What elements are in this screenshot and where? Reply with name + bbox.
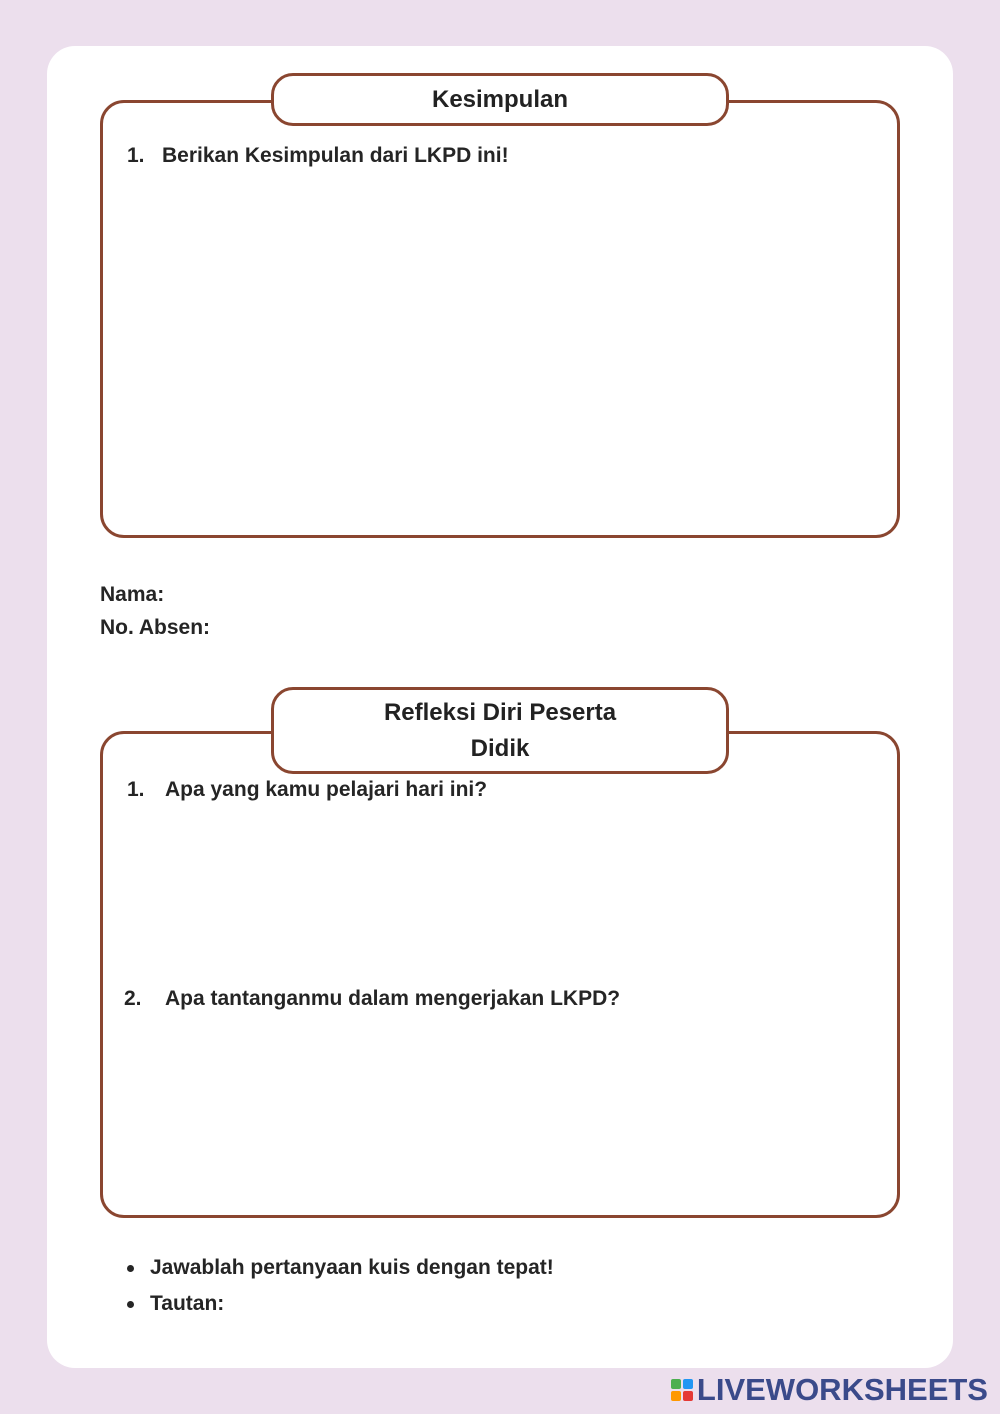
kesimpulan-question-1 [127, 144, 509, 168]
name-label: Nama: [100, 583, 165, 606]
bullet-icon [127, 1301, 134, 1308]
refleksi-title-tab [271, 687, 729, 774]
question-number: 1. [127, 778, 145, 801]
instruction-link-label: Tautan: [150, 1292, 225, 1315]
absen-label: No. Absen: [100, 616, 211, 639]
kesimpulan-title-tab [271, 73, 729, 126]
instructions-list [124, 1250, 554, 1322]
question-text: Berikan Kesimpulan dari LKPD ini! [162, 144, 509, 167]
liveworksheets-logo-text: LIVEWORKSHEETS [696, 1372, 988, 1407]
kesimpulan-answer-area[interactable] [124, 185, 876, 515]
refleksi-answer-2[interactable] [124, 1025, 876, 1200]
name-field [100, 582, 472, 608]
list-item [124, 1250, 554, 1286]
question-text: Apa yang kamu pelajari hari ini? [165, 778, 488, 801]
refleksi-title-line1: Refleksi Diri Peserta [383, 698, 617, 726]
question-number: 2. [124, 987, 142, 1010]
question-number: 1. [127, 144, 145, 167]
question-text: Apa tantanganmu dalam mengerjakan LKPD? [165, 987, 621, 1010]
bullet-icon [127, 1265, 134, 1272]
refleksi-question-2 [124, 987, 620, 1011]
liveworksheets-logo[interactable] [671, 1373, 988, 1407]
absen-field [100, 615, 418, 641]
list-item [124, 1286, 554, 1322]
refleksi-title-line2: Didik [470, 734, 530, 762]
refleksi-question-1 [127, 778, 487, 802]
absen-input[interactable] [218, 615, 418, 641]
kesimpulan-title: Kesimpulan [431, 85, 569, 113]
instruction-text: Jawablah pertanyaan kuis dengan tepat! [150, 1256, 554, 1279]
liveworksheets-logo-icon [671, 1379, 693, 1401]
refleksi-answer-1[interactable] [124, 815, 876, 980]
name-input[interactable] [172, 582, 472, 608]
